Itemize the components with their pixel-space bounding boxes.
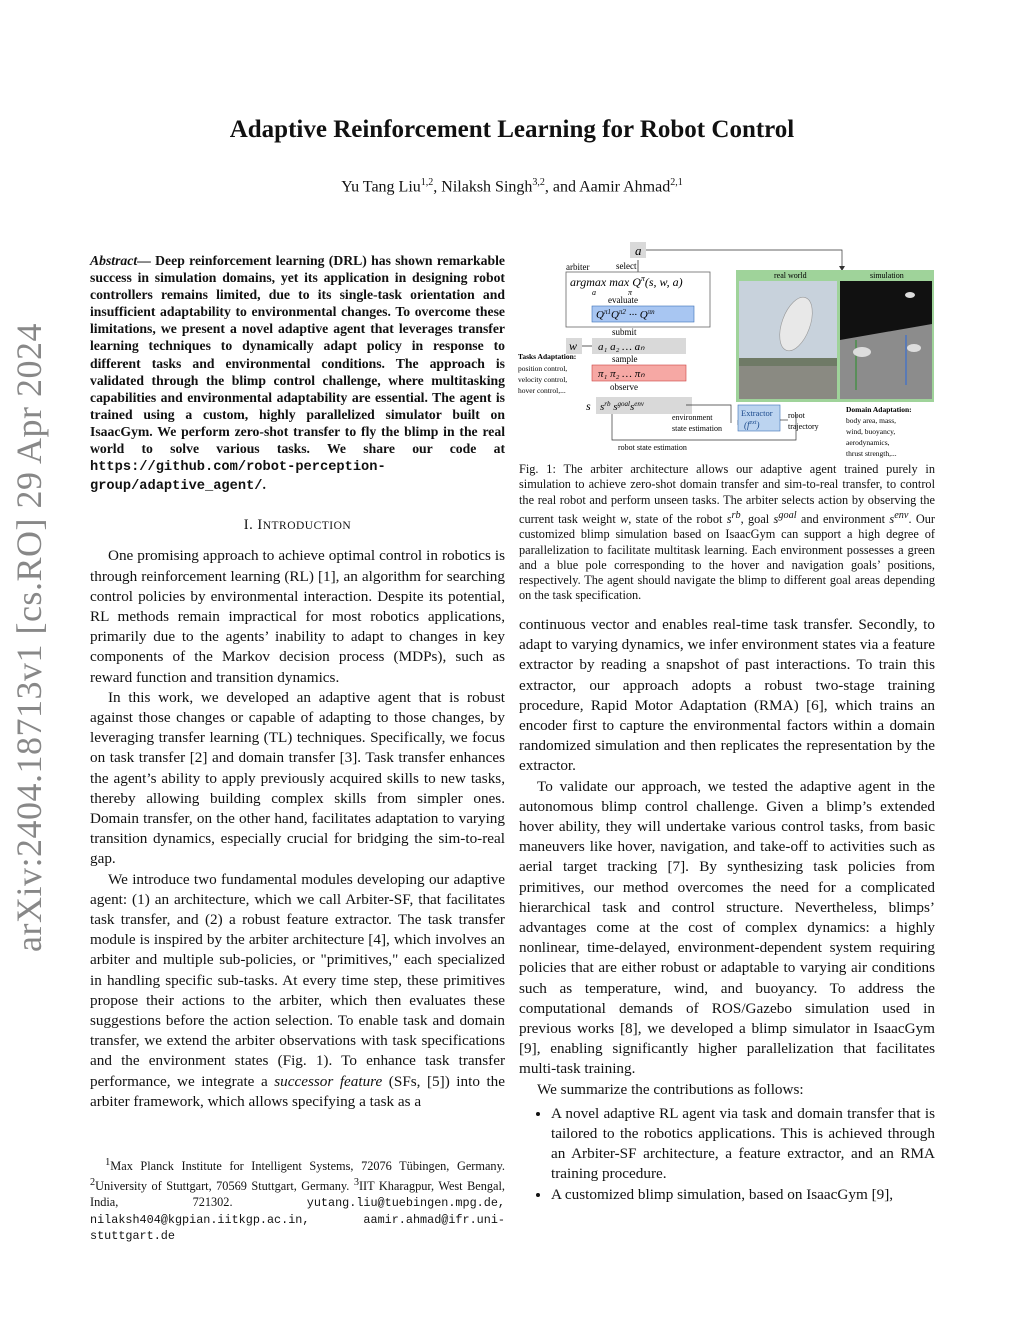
state-row: $s^{rb}$ $s^{goal}s^{env}$ xyxy=(600,400,644,413)
caption-math-sup: env xyxy=(894,509,909,521)
domain-adaptation-item: wind, buoyancy, xyxy=(846,427,896,436)
select-label: select xyxy=(616,261,637,271)
domain-adaptation-title: Domain Adaptation: xyxy=(846,405,912,414)
caption-math-sup: rb xyxy=(731,509,741,521)
real-world-label: real world xyxy=(774,271,807,280)
code-link[interactable]: https://github.com/robot-perception-group/adaptive_agent/ xyxy=(90,460,386,495)
figure-caption xyxy=(519,462,935,604)
trajectory-label: trajectory xyxy=(788,422,819,431)
observe-label: observe xyxy=(610,382,638,392)
section-title-rest: NTRODUCTION xyxy=(262,520,352,533)
left-column xyxy=(90,252,505,1112)
robot-state-estimation-label: robot state estimation xyxy=(618,443,687,452)
paragraph: continuous vector and enables real-time task transfer. Secondly, to adapt to varying dynamics, we infer environment states via a feature extractor by reading a snapshot of past interactions. To train this extractor, our approach adopts a robust two-stage training procedure, Rapid Motor Adaptation (RMA) [6], which trains an encoder first to capture the environmental factors within a domain randomized simulation and then replicates the representation by the extractor. xyxy=(519,616,935,775)
author-name: Nilaksh Singh xyxy=(441,178,533,196)
abstract-dash: — xyxy=(137,253,156,268)
action-label: a xyxy=(635,243,642,258)
argmax-expression: argmax $\max Q^\pi(s$, w, a) xyxy=(570,274,683,289)
caption-text: , goal xyxy=(740,511,774,526)
argmax-subscript: a xyxy=(592,288,596,297)
list-item: • A customized blimp simulation, based on IsaacGym [9], xyxy=(551,1185,935,1205)
paragraph: One promising approach to achieve optimal control in robotics is through reinforcement learning (RL) [1], an algorithm for searching control policies by environmental interaction. Despite its potential, RL methods remain impractical for most robotics applications, primarily due to the agents’ inability to adapt to changes in key components of the Markov decision process (MDPs), such as reward function and transition dynamics. xyxy=(90,547,505,686)
list-item: • A novel adaptive RL agent via task and domain transfer that is tailored to the robotics applications. This is achieved through an Arbiter-SF architecture, a feature extractor, and an RMA training procedure. xyxy=(551,1104,935,1185)
footnote-marker: 3 xyxy=(353,1176,359,1188)
author-affiliation: 1,2 xyxy=(420,177,434,188)
author-separator: , and xyxy=(544,178,580,196)
author-line xyxy=(0,177,1024,196)
caption-text: The arbiter architecture allows our adaptive agent trained purely in simulation to achieve zero-shot domain transfer and sim-to-real transfer, to control the real robot and perform unseen tasks. The arbiter selects action by observing the current task weight xyxy=(519,462,935,526)
paragraph: To validate our approach, we tested the adaptive agent in the autonomous blimp control challenge. Given a blimp’s extended hover ability, they will undertake various control tasks, from basic maneuvers like hover, navigation, and take-off to activities such as aerial target tracking [7]. By synthesizing task policies from primitives, our method overcomes the need for a complicated hierarchical task and control structure. Nevertheless, blimps’ advantages come at the cost of complex dynamics: a highly nonlinear, time-delayed, environment-dependent system requiring policies that are either robust or adaptable to varying air conditions such as temperature, wind, and buoyancy. To address the computational demands of ROS/Gazebo simulation used in previous works [8], we developed a blimp simulator in IsaacGym [9], enabling significantly higher parallelization that facilitates multi-task training. xyxy=(519,777,935,1078)
paragraph-text: (SFs, [5]) into the arbiter framework, which allows specifying a task as a xyxy=(90,1072,506,1110)
affiliation-footnote xyxy=(90,1155,505,1245)
emphasis: successor feature xyxy=(274,1072,383,1090)
author-separator: , xyxy=(433,178,442,196)
robot-label: robot xyxy=(788,411,805,420)
environment-label: environment xyxy=(672,413,713,422)
state-estimation-label: state estimation xyxy=(672,424,722,433)
max-subscript: π xyxy=(628,288,633,297)
paragraph: We summarize the contributions as follows: xyxy=(537,1080,804,1098)
paper-title: Adaptive Reinforcement Learning for Robot Control xyxy=(229,116,795,143)
caption-text: , state of the robot xyxy=(628,511,727,526)
caption-math: w xyxy=(620,511,629,526)
extractor-function: $(f^{ext})$ xyxy=(744,420,760,430)
footnote-marker: 2 xyxy=(90,1176,96,1188)
tasks-adaptation-item: velocity control, xyxy=(518,375,568,384)
evaluate-label: evaluate xyxy=(608,295,638,305)
paragraph-text: We introduce two fundamental modules developing our adaptive agent: (1) an architecture, which we call Arbiter-SF, that facilitates task transfer, and (2) a robust feature extractor. The task transfer module is inspired by the arbiter architecture [4], which involves an arbiter and multiple sub-policies, or "primitives," each specialized in handling specific sub-tasks. At every time step, these primitives propose their actions to the arbiter, which then evaluates these suggestions before the action selection. To enable task and domain transfer, we extend the arbiter observations with task specifications and the environment states (Fig. 1). To enhance task transfer performance, we integrate a xyxy=(90,870,505,1090)
sim-blimp-icon xyxy=(907,344,921,352)
actions-row: a₁ a₂ … aₙ xyxy=(598,341,645,353)
paragraph: In this work, we developed an adaptive agent that is robust against those changes or capable of adapting to those changes, by leveraging transfer learning (TL) techniques. Specifically, we focus on task transfer [2] and domain transfer [3]. Task transfer enhances the agent’s ability to apply previously acquired skills to new tasks, thereby allowing building complex skills from simpler ones. Domain transfer, on the other hand, facilitates adaptation to varying transition dynamics, especially crucial for bridging the sim-to-real gap. xyxy=(90,688,505,868)
abstract-end: . xyxy=(262,477,266,493)
author-affiliation: 2,1 xyxy=(670,177,683,188)
contributions-list xyxy=(519,1104,935,1205)
tasks-adaptation-title: Tasks Adaptation: xyxy=(518,352,577,361)
extractor-label: Extractor xyxy=(741,408,773,418)
simulation-label: simulation xyxy=(870,271,904,280)
abstract xyxy=(90,252,505,495)
sample-label: sample xyxy=(612,354,638,364)
paragraph xyxy=(90,870,505,1112)
caption-math: s xyxy=(773,511,779,526)
email[interactable]: nilaksh404@kgpian.iitkgp.ac.in, xyxy=(90,1212,310,1227)
author-name: Aamir Ahmad xyxy=(579,178,671,196)
caption-label: Fig. 1: xyxy=(519,462,564,476)
caption-text: . Our customized blimp simulation based on IsaacGym can support a high degree of parallelization to facilitate multitask learning. Each environment possesses a green and a blue pole corresponding to the hover and navigation goals’ positions, respectively. The agent should navigate the blimp to different goal areas depending on the task specification. xyxy=(519,511,935,603)
affiliation: Max Planck Institute for Intelligent Systems, 72076 Tübingen, Germany. xyxy=(110,1159,505,1174)
email[interactable]: yutang.liu@tuebingen.mpg.de, xyxy=(306,1195,505,1210)
task-weight-label: w xyxy=(569,339,578,353)
figure-1 xyxy=(516,240,936,458)
caption-math-sup: goal xyxy=(778,509,797,521)
domain-adaptation-item: aerodynamics, xyxy=(846,438,890,447)
footnote-marker: 1 xyxy=(105,1157,111,1168)
caption-math: s xyxy=(889,511,895,526)
caption-text: and environment xyxy=(796,511,890,526)
tasks-adaptation-item: hover control,... xyxy=(518,386,566,395)
affiliation: IIT Kharagpur, West Bengal, India, 721302. xyxy=(90,1178,505,1209)
sim-blimp-icon xyxy=(853,347,871,357)
abstract-label: Abstract xyxy=(90,253,138,268)
q-values: $Q^{\pi 1}Q^{\pi 2}$ ··· $Q^{\pi n}$ xyxy=(596,308,655,321)
submit-label: submit xyxy=(612,327,637,337)
section-number: I. xyxy=(243,517,258,534)
section-title-initial: I xyxy=(257,517,263,534)
author-affiliation: 3,2 xyxy=(532,177,545,188)
tasks-adaptation-item: position control, xyxy=(518,364,568,373)
affiliation: University of Stuttgart, 70569 Stuttgart, Germany. xyxy=(95,1178,350,1193)
email[interactable]: aamir.ahmad@ifr.uni-stuttgart.de xyxy=(90,1212,505,1244)
arbiter-label: arbiter xyxy=(566,262,590,272)
author-name: Yu Tang Liu xyxy=(341,178,421,196)
domain-adaptation-item: body area, mass, xyxy=(846,416,896,425)
abstract-body: Deep reinforcement learning (DRL) has shown remarkable success in simulation domains, yet its application in designing robot controllers remains limited, due to its single-task orientation and insufficient adaptability to environmental changes. To overcome these limitations, we present a novel adaptive agent that leverages transfer learning techniques to dynamically adapt policy in response to different tasks and environmental conditions. The approach is validated through the blimp control challenge, where multitasking capabilities and environmental adaptability are essential. The agent is trained using a custom, highly parallelized simulator built on IsaacGym. We perform zero-shot transfer to fly the blimp in the real world to solve various tasks. We share our code at xyxy=(90,253,505,457)
caption-math: s xyxy=(726,511,732,526)
arxiv-identifier: arXiv:2404.18713v1 [cs.RO] 29 Apr 2024 xyxy=(9,323,49,952)
right-column xyxy=(519,615,935,1205)
domain-adaptation-item: thrust strength,... xyxy=(846,449,897,458)
state-label: s xyxy=(586,399,591,413)
policies-row: π₁ π₂ … πₙ xyxy=(598,368,645,380)
section-heading xyxy=(90,517,505,534)
sim-blimp-icon xyxy=(905,292,915,298)
